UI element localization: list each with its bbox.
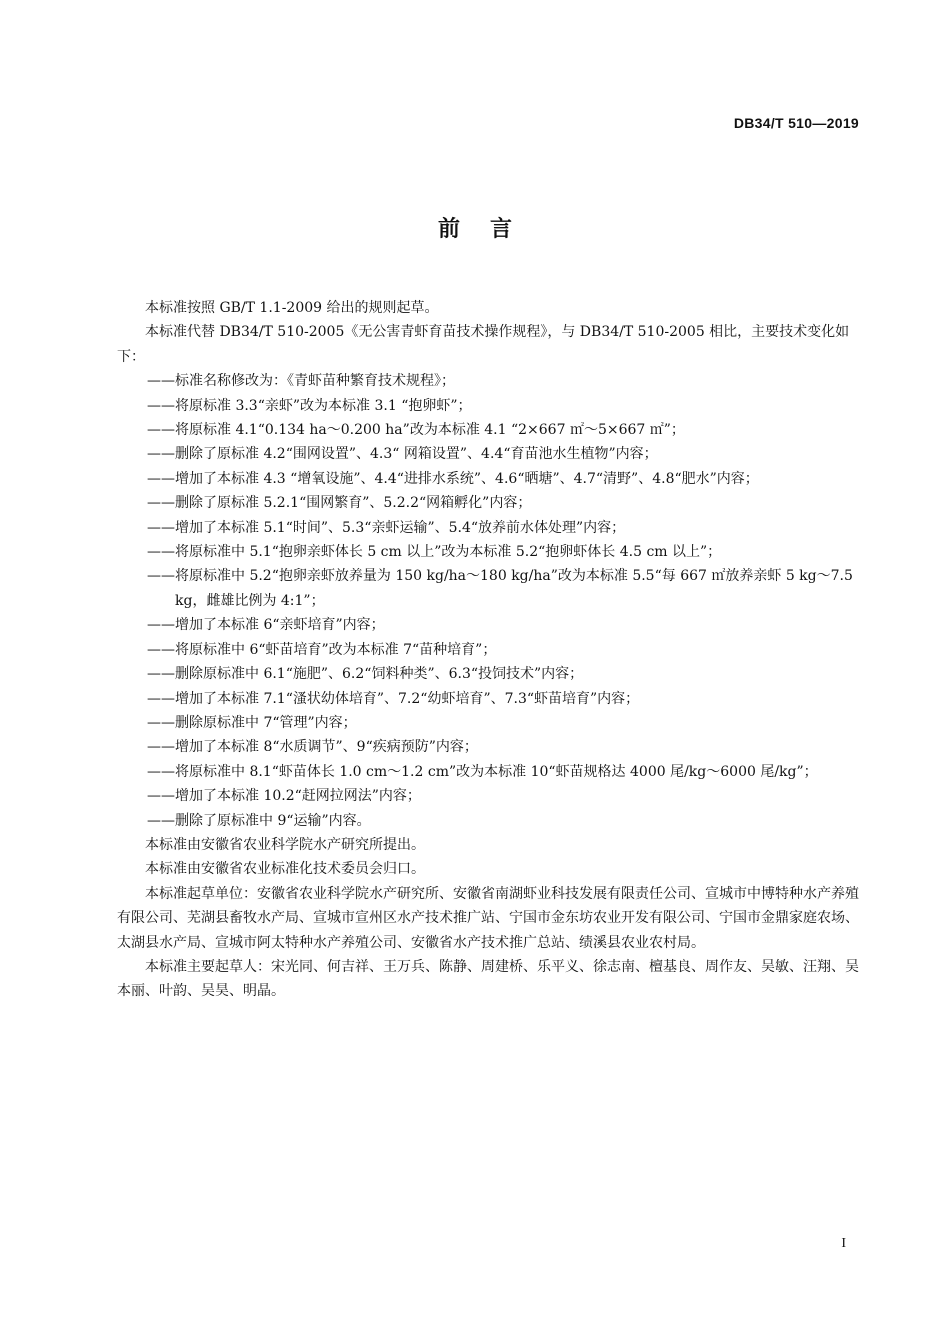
centralizer-paragraph: 本标准由安徽省农业标准化技术委员会归口。	[145, 861, 425, 878]
drafting-units-paragraph: 本标准起草单位：安徽省农业科学院水产研究所、安徽省南湖虾业科技发展有限责任公司、宣城市中博特种水产养殖有限公司、芜湖县畜牧水产局、宣城市宣州区水产技术推广站、宁国市金东坊农业开发有限公司、宁国市金鼎家庭农场、太湖县水产局、宣城市阿太特种水产养殖公司、安徽省水产技术推广总站、绩溪县农业农村局。	[117, 885, 859, 951]
change-item: ——将原标准 4.1“0.134 ha～0.200 ha”改为本标准 4.1 “2×667 ㎡～5×667 ㎡”；	[147, 422, 685, 439]
change-item: ——删除了原标准 4.2“围网设置”、4.3“ 网箱设置”、4.4“育苗池水生植物”内容；	[147, 446, 658, 463]
change-item: ——增加了本标准 10.2“赶网拉网法”内容；	[147, 788, 421, 805]
change-item: ——标准名称修改为：《青虾苗种繁育技术规程》；	[147, 373, 455, 390]
proposer-paragraph: 本标准由安徽省农业科学院水产研究所提出。	[145, 836, 425, 853]
change-item: ——将原标准 3.3“亲虾”改为本标准 3.1 “抱卵虾”；	[147, 397, 472, 414]
change-item: ——增加了本标准 5.1“时间”、5.3“亲虾运输”、5.4“放养前水体处理”内容；	[147, 519, 626, 536]
change-item: ——将原标准中 8.1“虾苗体长 1.0 cm～1.2 cm”改为本标准 10“虾苗规格达 4000 尾/kg～6000 尾/kg”；	[147, 763, 818, 780]
intro-paragraph-replacement: 本标准代替 DB34/T 510-2005《无公害青虾育苗技术操作规程》，与 DB34/T 510-2005 相比，主要技术变化如下：	[117, 324, 850, 365]
changes-list	[117, 369, 862, 833]
change-item: ——增加了本标准 4.3 “增氧设施”、4.4“进排水系统”、4.6“晒塘”、4.7“清野”、4.8“肥水”内容；	[147, 470, 759, 487]
change-item: ——将原标准中 6“虾苗培育”改为本标准 7“苗种培育”；	[147, 641, 497, 658]
change-item: ——增加了本标准 6“亲虾培育”内容；	[147, 617, 385, 634]
change-item: ——删除原标准中 7“管理”内容；	[147, 714, 357, 731]
change-item: ——删除了原标准中 9“运输”内容。	[147, 812, 371, 829]
document-body	[117, 296, 862, 1004]
change-item: ——将原标准中 5.1“抱卵亲虾体长 5 cm 以上”改为本标准 5.2“抱卵虾体长 4.5 cm 以上”；	[147, 544, 722, 561]
standard-code: DB34/T 510—2019	[733, 115, 859, 131]
change-item: ——删除了原标准 5.2.1“围网繁育”、5.2.2“网箱孵化”内容；	[147, 495, 532, 512]
change-item: ——将原标准中 5.2“抱卵亲虾放养量为 150 kg/ha～180 kg/ha”改为本标准 5.5“每 667 ㎡放养亲虾 5 kg～7.5 kg，雌雄比例为 4:1”；	[147, 568, 853, 609]
drafters-paragraph: 本标准主要起草人：宋光同、何吉祥、王万兵、陈静、周建桥、乐平义、徐志南、檀基良、周作友、吴敏、汪翔、吴本丽、叶韵、吴昊、明晶。	[117, 958, 859, 1000]
page-title: 前言	[437, 217, 542, 242]
intro-paragraph-drafting-rules: 本标准按照 GB/T 1.1-2009 给出的规则起草。	[145, 300, 439, 316]
page-number: I	[841, 1236, 846, 1251]
change-item: ——删除原标准中 6.1“施肥”、6.2“饲料种类”、6.3“投饲技术”内容；	[147, 666, 584, 683]
change-item: ——增加了本标准 7.1“溞状幼体培育”、7.2“幼虾培育”、7.3“虾苗培育”内容；	[147, 690, 640, 707]
change-item: ——增加了本标准 8“水质调节”、9“疾病预防”内容；	[147, 739, 478, 756]
